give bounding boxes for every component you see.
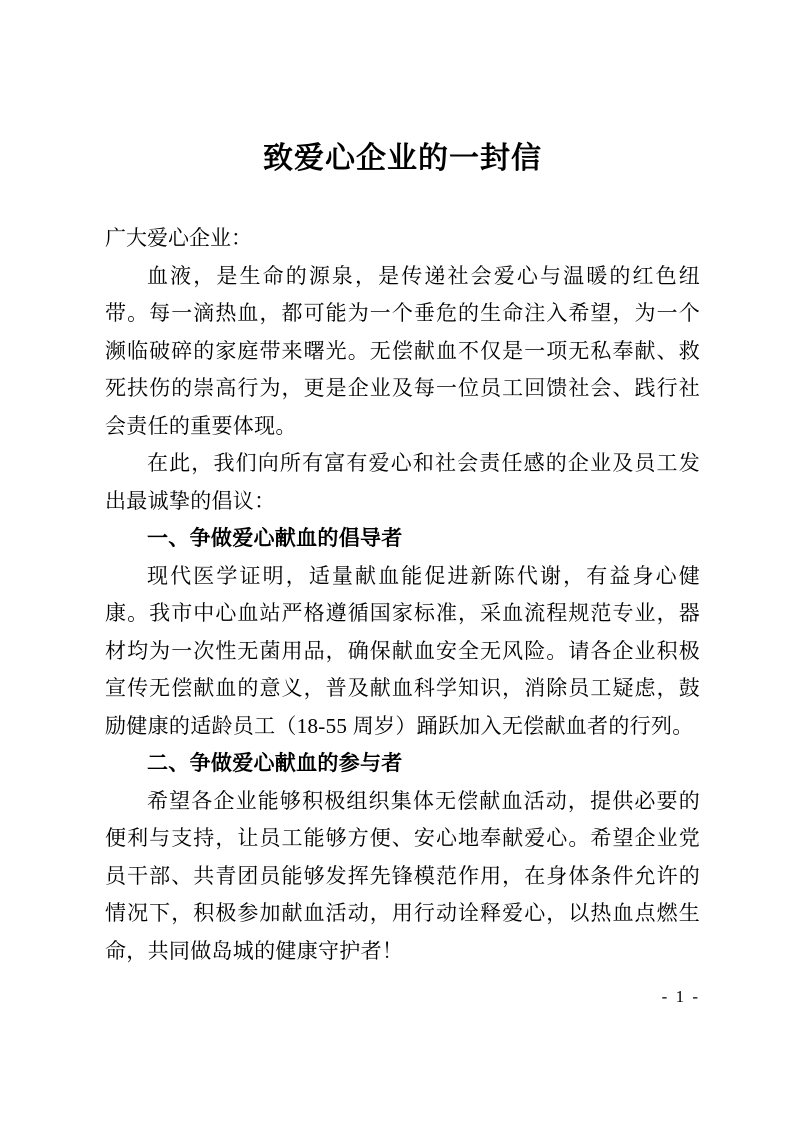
section-1-heading: 一、争做爱心献血的倡导者 — [147, 527, 403, 550]
intro-paragraph-1: 血液，是生命的源泉，是传递社会爱心与温暖的红色纽带。每一滴热血，都可能为一个垂危的生命注入希望，为一个濒临破碎的家庭带来曙光。无偿献血不仅是一项无私奉献、救死扶伤的崇高行为，更是企业及每一位员工回馈社会、践行社会责任的重要体现。 — [105, 263, 700, 438]
section-2-heading: 二、争做爱心献血的参与者 — [147, 752, 403, 775]
salutation: 广大爱心企业： — [105, 226, 252, 250]
document-title: 致爱心企业的一封信 — [263, 142, 542, 175]
section-1-paragraph: 现代医学证明，适量献血能促进新陈代谢，有益身心健康。我市中心血站严格遵循国家标准，采血流程规范专业，器材均为一次性无菌用品，确保献血安全无风险。请各企业积极宣传无偿献血的意义，普及献血科学知识，消除员工疑虑，鼓励健康的适龄员工（18-55 周岁）踊跃加入无偿献血者的行列。 — [105, 563, 700, 738]
intro-paragraph-2: 在此，我们向所有富有爱心和社会责任感的企业及员工发出最诚挚的倡议： — [105, 451, 700, 513]
section-2-paragraph: 希望各企业能够积极组织集体无偿献血活动，提供必要的便利与支持，让员工能够方便、安心地奉献爱心。希望企业党员干部、共青团员能够发挥先锋模范作用，在身体条件允许的情况下，积极参加献血活动，用行动诠释爱心，以热血点燃生命，共同做岛城的健康守护者！ — [105, 788, 700, 963]
page-number: - 1 - — [661, 987, 700, 1006]
